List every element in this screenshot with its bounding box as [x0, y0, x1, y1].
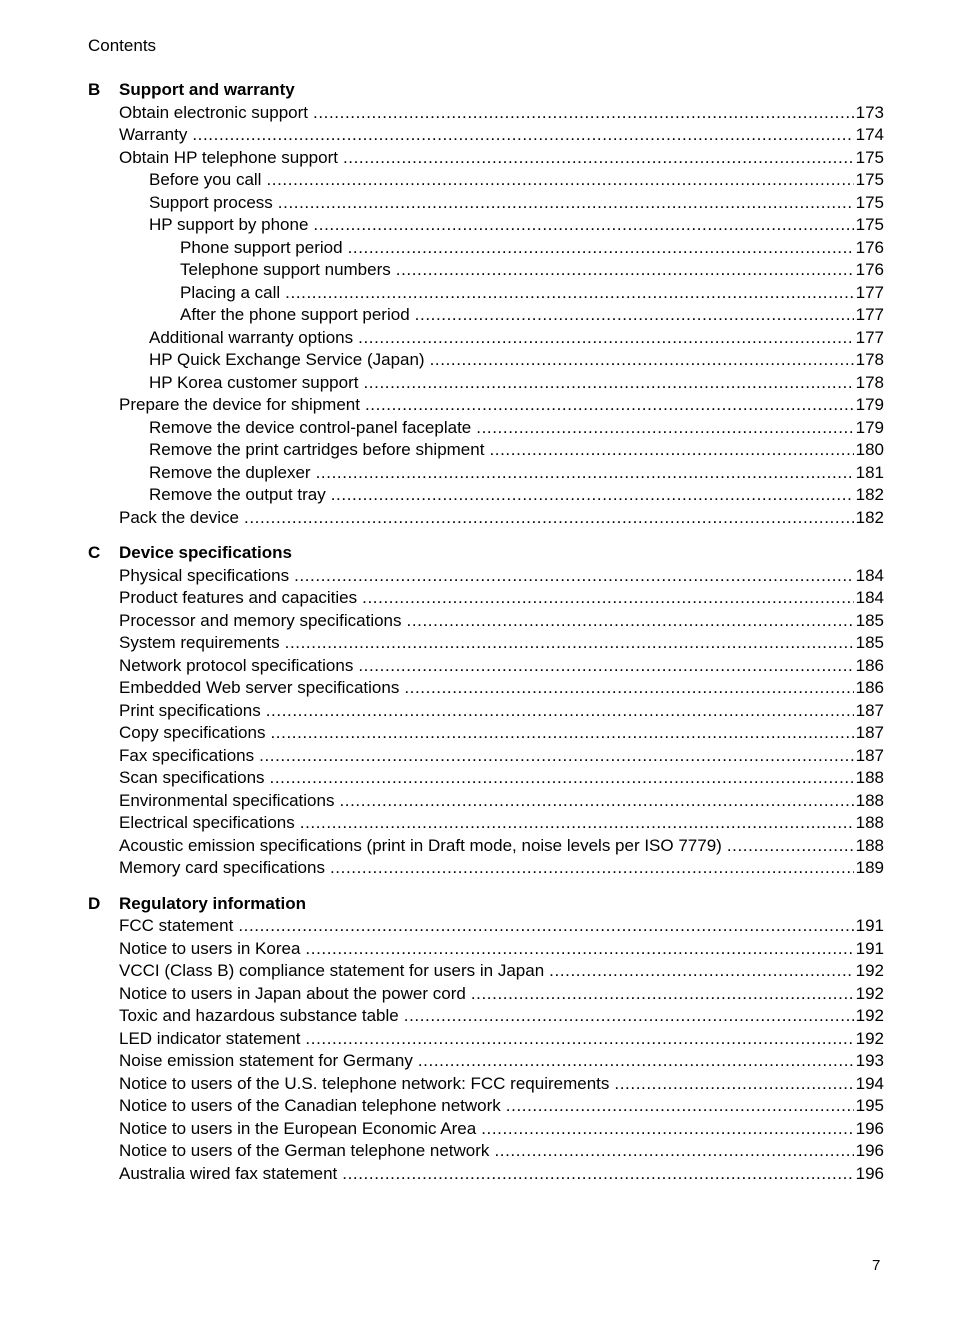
entry-title: Print specifications	[119, 700, 261, 720]
entry-title: Placing a call	[180, 282, 281, 302]
dot-leader	[270, 767, 854, 790]
entry-page-number: 196	[855, 1118, 884, 1138]
running-header: Contents	[88, 36, 157, 55]
toc-entry[interactable]	[88, 915, 884, 938]
dot-leader	[404, 677, 853, 700]
dot-leader	[316, 462, 854, 485]
entry-page-number: 191	[855, 938, 884, 958]
toc-entry[interactable]	[88, 745, 884, 768]
toc-entry[interactable]	[88, 960, 884, 983]
entry-title: Notice to users in Korea	[119, 938, 301, 958]
entry-title: Electrical specifications	[119, 813, 295, 832]
dot-leader	[244, 507, 854, 530]
dot-leader	[506, 1095, 854, 1118]
entry-page-number: 185	[855, 610, 884, 630]
entry-title: Fax specifications	[119, 745, 255, 765]
entry-page-number: 182	[855, 485, 884, 504]
toc-entry[interactable]	[88, 484, 884, 507]
toc-entry[interactable]	[88, 259, 884, 282]
entry-page-number: 176	[855, 260, 884, 279]
toc-entry[interactable]	[88, 124, 884, 147]
entry-title: Remove the duplexer	[149, 462, 311, 482]
entry-title: Memory card specifications	[119, 858, 325, 877]
entry-title: Obtain electronic support	[119, 102, 308, 122]
toc-entry[interactable]	[88, 327, 884, 350]
dot-leader	[404, 1005, 854, 1028]
toc-entry[interactable]	[88, 462, 884, 485]
entry-title: Support process	[149, 192, 273, 212]
toc-entry[interactable]	[88, 417, 884, 440]
entry-page-number: 187	[855, 723, 884, 742]
toc-entry[interactable]	[88, 857, 884, 880]
dot-leader	[494, 1140, 853, 1163]
entry-title: Processor and memory specifications	[119, 610, 402, 630]
dot-leader	[362, 587, 853, 610]
toc-entry[interactable]	[88, 1028, 884, 1051]
entry-page-number: 192	[855, 983, 884, 1003]
toc-entry[interactable]	[88, 507, 884, 530]
dot-leader	[294, 565, 854, 588]
entry-page-number: 189	[855, 858, 884, 877]
section-letter: B	[88, 80, 101, 100]
section-heading	[88, 893, 884, 916]
dot-leader	[339, 790, 853, 813]
entry-page-number: 186	[855, 678, 884, 697]
toc-entry[interactable]	[88, 938, 884, 961]
entry-page-number: 184	[855, 588, 884, 607]
dot-leader	[266, 169, 853, 192]
dot-leader	[300, 812, 854, 835]
entry-page-number: 188	[855, 790, 884, 810]
entry-title: Notice to users of the U.S. telephone network: FCC requirements	[119, 1073, 610, 1093]
entry-title: HP Quick Exchange Service (Japan)	[149, 350, 425, 369]
dot-leader	[270, 722, 853, 745]
entry-title: Toxic and hazardous substance table	[119, 1006, 399, 1025]
toc-entry[interactable]	[88, 722, 884, 745]
dot-leader	[313, 102, 854, 125]
toc-entry[interactable]	[88, 587, 884, 610]
entry-title: Remove the device control-panel faceplate	[149, 417, 472, 437]
toc-entry[interactable]	[88, 1095, 884, 1118]
dot-leader	[331, 484, 854, 507]
dot-leader	[365, 394, 854, 417]
toc-entry[interactable]	[88, 372, 884, 395]
section-title: Support and warranty	[119, 80, 295, 100]
entry-page-number: 175	[855, 170, 884, 189]
dot-leader	[471, 983, 854, 1006]
section-letter: D	[88, 893, 101, 913]
dot-leader	[342, 1163, 853, 1186]
dot-leader	[418, 1050, 854, 1073]
entry-title: Notice to users of the German telephone network	[119, 1141, 490, 1160]
toc-entry[interactable]	[88, 812, 884, 835]
entry-title: Acoustic emission specifications (print in Draft mode, noise levels per ISO 7779)	[119, 835, 722, 855]
toc-entry[interactable]	[88, 835, 884, 858]
entry-page-number: 177	[855, 327, 884, 347]
entry-title: Obtain HP telephone support	[119, 147, 338, 167]
entry-title: System requirements	[119, 633, 280, 652]
entry-page-number: 187	[855, 745, 884, 765]
entry-page-number: 173	[855, 102, 884, 122]
toc-entry[interactable]	[88, 1073, 884, 1096]
section-title: Device specifications	[119, 543, 292, 563]
dot-leader	[549, 960, 853, 983]
toc-entry[interactable]	[88, 1005, 884, 1028]
toc-entry[interactable]	[88, 349, 884, 372]
entry-title: Scan specifications	[119, 768, 265, 787]
toc-entry[interactable]	[88, 394, 884, 417]
entry-page-number: 191	[855, 916, 884, 935]
toc-entry[interactable]	[88, 214, 884, 237]
entry-title: Australia wired fax statement	[119, 1163, 338, 1183]
entry-page-number: 179	[855, 395, 884, 414]
table-of-contents	[88, 79, 884, 1198]
entry-page-number: 175	[855, 147, 884, 167]
entry-page-number: 193	[855, 1051, 884, 1070]
entry-title: Remove the output tray	[149, 485, 326, 504]
dot-leader	[330, 857, 854, 880]
entry-page-number: 184	[855, 565, 884, 585]
dot-leader	[348, 237, 854, 260]
section-heading	[88, 79, 884, 102]
entry-title: Phone support period	[180, 237, 343, 257]
dot-leader	[415, 304, 854, 327]
entry-title: Network protocol specifications	[119, 655, 354, 675]
entry-page-number: 174	[855, 125, 884, 144]
dot-leader	[363, 372, 853, 395]
entry-title: Remove the print cartridges before shipment	[149, 440, 485, 459]
entry-page-number: 178	[855, 372, 884, 392]
dot-leader	[407, 610, 854, 633]
entry-page-number: 192	[855, 961, 884, 980]
dot-leader	[285, 632, 854, 655]
toc-entry[interactable]	[88, 192, 884, 215]
entry-title: Product features and capacities	[119, 588, 358, 607]
toc-entry[interactable]	[88, 983, 884, 1006]
dot-leader	[358, 327, 854, 350]
entry-page-number: 177	[855, 282, 884, 302]
toc-entry[interactable]	[88, 632, 884, 655]
toc-entry[interactable]	[88, 147, 884, 170]
entry-page-number: 188	[855, 813, 884, 832]
entry-page-number: 182	[855, 507, 884, 527]
entry-page-number: 188	[855, 768, 884, 787]
entry-page-number: 180	[855, 440, 884, 459]
dot-leader	[238, 915, 853, 938]
section-letter: C	[88, 543, 101, 563]
toc-section	[88, 893, 884, 1186]
entry-page-number: 175	[855, 192, 884, 212]
toc-entry[interactable]	[88, 565, 884, 588]
entry-page-number: 178	[855, 350, 884, 369]
entry-title: Notice to users in Japan about the power cord	[119, 983, 466, 1003]
entry-title: VCCI (Class B) compliance statement for users in Japan	[119, 961, 545, 980]
entry-page-number: 196	[855, 1163, 884, 1183]
dot-leader	[396, 259, 854, 282]
entry-title: Before you call	[149, 170, 262, 189]
dot-leader	[305, 1028, 853, 1051]
entry-title: Noise emission statement for Germany	[119, 1051, 413, 1070]
entry-page-number: 185	[855, 633, 884, 652]
entry-page-number: 192	[855, 1028, 884, 1048]
toc-section	[88, 79, 884, 529]
toc-entry[interactable]	[88, 700, 884, 723]
toc-entry[interactable]	[88, 655, 884, 678]
entry-page-number: 177	[855, 305, 884, 324]
entry-page-number: 195	[855, 1096, 884, 1115]
dot-leader	[278, 192, 854, 215]
entry-page-number: 179	[855, 417, 884, 437]
entry-title: Warranty	[119, 125, 188, 144]
entry-title: After the phone support period	[180, 305, 410, 324]
entry-title: FCC statement	[119, 916, 234, 935]
section-heading	[88, 542, 884, 565]
dot-leader	[259, 745, 854, 768]
entry-title: Pack the device	[119, 507, 240, 527]
dot-leader	[481, 1118, 853, 1141]
dot-leader	[285, 282, 853, 305]
entry-title: Environmental specifications	[119, 790, 335, 810]
entry-page-number: 176	[855, 237, 884, 257]
entry-title: LED indicator statement	[119, 1028, 301, 1048]
toc-entry[interactable]	[88, 1118, 884, 1141]
entry-page-number: 188	[855, 835, 884, 855]
entry-title: Notice to users of the Canadian telephone network	[119, 1096, 501, 1115]
entry-title: Copy specifications	[119, 723, 266, 742]
dot-leader	[192, 124, 853, 147]
entry-title: Notice to users in the European Economic Area	[119, 1118, 477, 1138]
toc-entry[interactable]	[88, 237, 884, 260]
dot-leader	[430, 349, 854, 372]
toc-entry[interactable]	[88, 790, 884, 813]
entry-title: HP support by phone	[149, 215, 309, 234]
entry-page-number: 187	[855, 700, 884, 720]
toc-entry[interactable]	[88, 1163, 884, 1186]
toc-entry[interactable]	[88, 439, 884, 462]
toc-section	[88, 542, 884, 880]
entry-page-number: 186	[855, 655, 884, 675]
toc-entry[interactable]	[88, 304, 884, 327]
toc-entry[interactable]	[88, 102, 884, 125]
toc-entry[interactable]	[88, 169, 884, 192]
toc-entry[interactable]	[88, 767, 884, 790]
toc-entry[interactable]	[88, 1050, 884, 1073]
dot-leader	[489, 439, 853, 462]
toc-entry[interactable]	[88, 282, 884, 305]
dot-leader	[266, 700, 854, 723]
dot-leader	[305, 938, 853, 961]
entry-page-number: 194	[855, 1073, 884, 1093]
entry-page-number: 181	[855, 462, 884, 482]
dot-leader	[313, 214, 853, 237]
page-number: 7	[872, 1257, 881, 1274]
entry-title: Embedded Web server specifications	[119, 678, 400, 697]
dot-leader	[343, 147, 854, 170]
entry-title: HP Korea customer support	[149, 372, 359, 392]
toc-entry[interactable]	[88, 677, 884, 700]
toc-entry[interactable]	[88, 610, 884, 633]
entry-page-number: 196	[855, 1141, 884, 1160]
toc-entry[interactable]	[88, 1140, 884, 1163]
section-title: Regulatory information	[119, 893, 307, 913]
entry-title: Additional warranty options	[149, 327, 354, 347]
entry-page-number: 192	[855, 1006, 884, 1025]
entry-title: Prepare the device for shipment	[119, 395, 360, 414]
dot-leader	[476, 417, 853, 440]
entry-title: Physical specifications	[119, 565, 290, 585]
dot-leader	[358, 655, 853, 678]
dot-leader	[727, 835, 854, 858]
entry-page-number: 175	[855, 215, 884, 234]
dot-leader	[614, 1073, 853, 1096]
entry-title: Telephone support numbers	[180, 260, 391, 279]
